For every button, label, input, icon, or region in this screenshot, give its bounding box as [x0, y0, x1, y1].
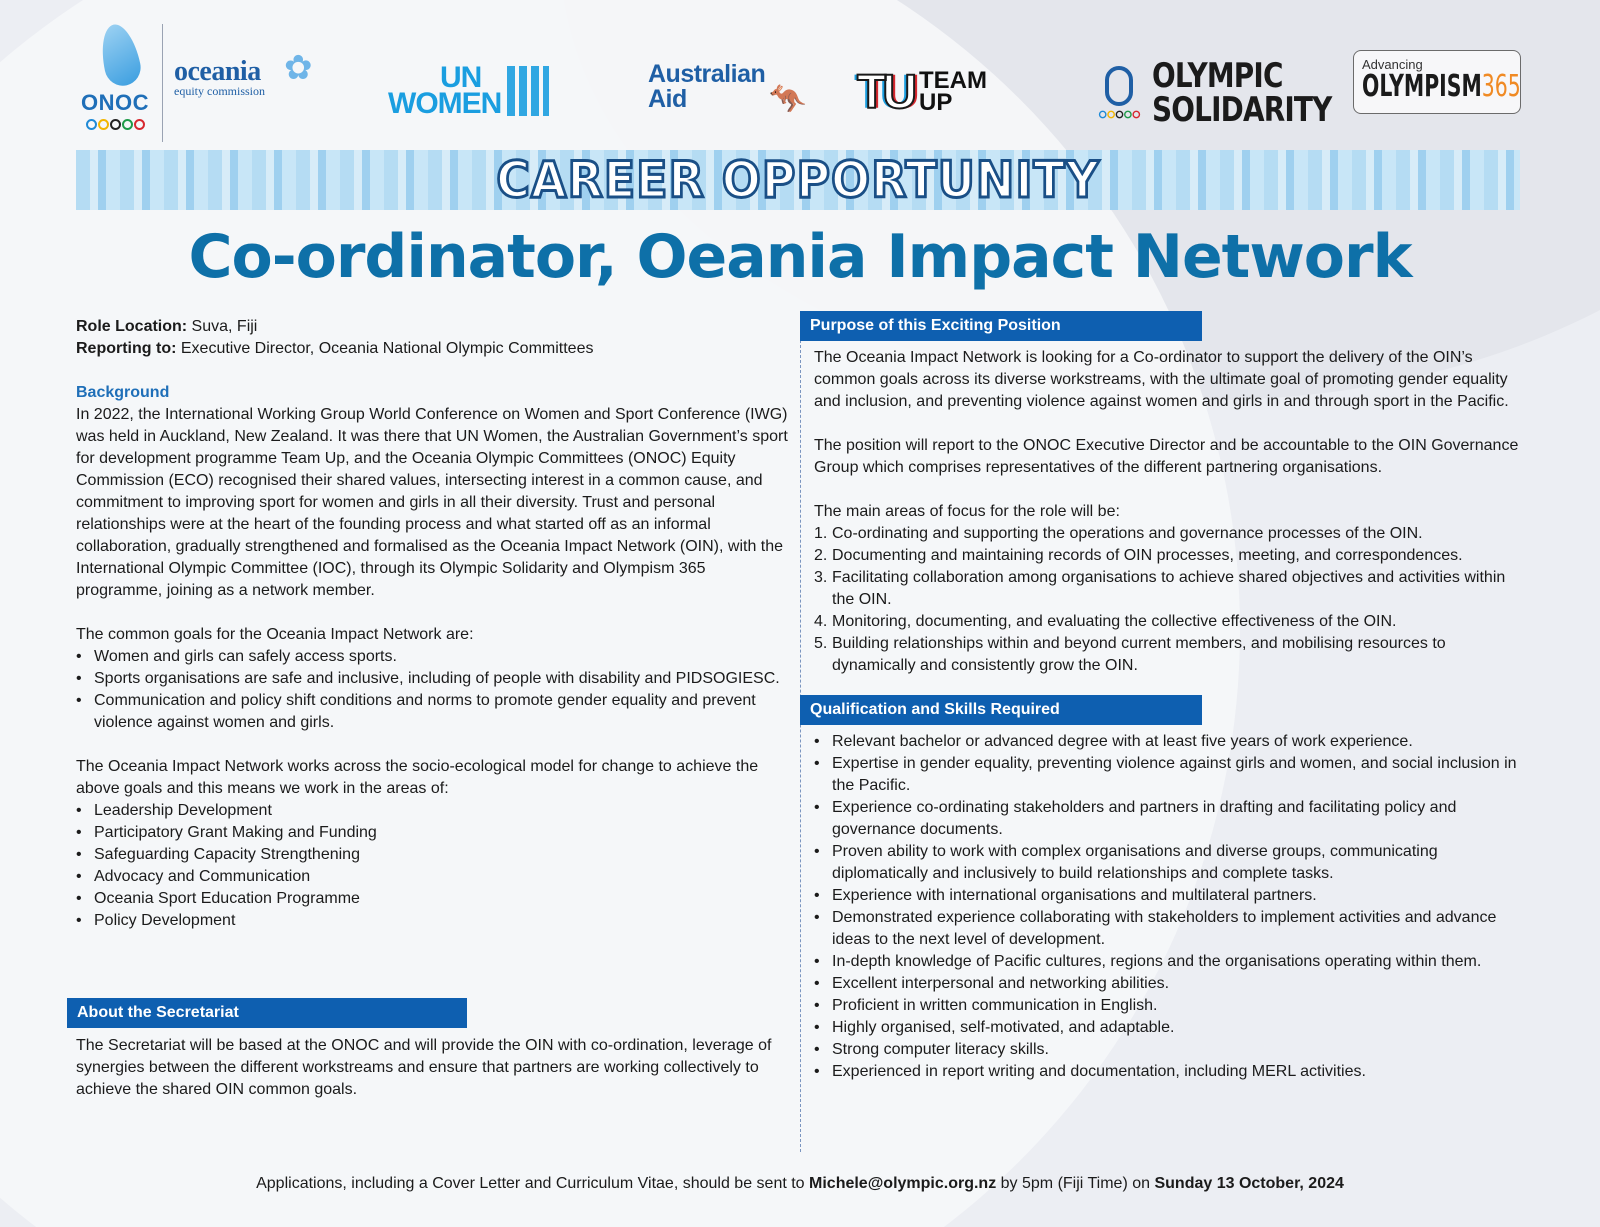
- list-item: • Strong computer literacy skills.: [814, 1039, 1530, 1061]
- background-heading: Background: [76, 384, 170, 401]
- list-item: • Demonstrated experience collaborating with stakeholders to implement activities and advance ideas to the next level of development.: [814, 907, 1530, 951]
- olympic-solidarity-text: [1152, 56, 1332, 130]
- list-item: [814, 545, 1530, 567]
- list-item: • Policy Development: [76, 910, 792, 932]
- list-item: • Women and girls can safely access sports.: [76, 646, 792, 668]
- eco-logo-name: oceania: [174, 56, 261, 87]
- job-title: Co-ordinator, Oeania Impact Network: [188, 222, 1412, 292]
- list-number: 5.: [814, 635, 828, 652]
- list-number: 2.: [814, 547, 828, 564]
- secretariat-paragraph: The Secretariat will be based at the ONOC and will provide the OIN with co-ordination, leverage of synergies between the different workstreams and ensure that partners are working collectively to achieve the shared OIN common goals.: [76, 1037, 772, 1098]
- un-women-line1: UN: [440, 61, 482, 94]
- list-item: [814, 611, 1530, 633]
- logo-divider: [162, 24, 163, 142]
- goals-list: [76, 646, 792, 734]
- right-column: [800, 311, 1530, 1083]
- flame-icon: [96, 21, 144, 89]
- list-item: • Proven ability to work with complex organisations and diverse groups, communicating diplomatically and inclusively to build relationships and complete tasks.: [814, 841, 1530, 885]
- list-item: • Proficient in written communication in English.: [814, 995, 1530, 1017]
- footer-text: by 5pm (Fiji Time) on: [996, 1175, 1155, 1192]
- list-item: • In-depth knowledge of Pacific cultures, regions and the organisations operating within them.: [814, 951, 1530, 973]
- list-item: • Leadership Development: [76, 800, 792, 822]
- un-women-text: [388, 61, 502, 120]
- olympic-solidarity-line1: OLYMPIC: [1152, 56, 1283, 96]
- o365-wordmark: [1362, 69, 1521, 104]
- list-item: [814, 633, 1530, 677]
- purpose-paragraph-1: The Oceania Impact Network is looking for a Co-ordinator to support the delivery of the OIN’s common goals across its diverse workstreams, with the ultimate goal of promoting gender equality and inclusion, and preventing violence against women and girls in and through sport in the Pacific.: [814, 349, 1509, 410]
- onoc-logo: [70, 24, 160, 144]
- list-item: • Excellent interpersonal and networking abilities.: [814, 973, 1530, 995]
- areas-list: [76, 800, 792, 932]
- list-item-text: Documenting and maintaining records of OIN processes, meeting, and correspondences.: [832, 547, 1463, 564]
- list-number: 1.: [814, 525, 828, 542]
- team-up-line1: TEAM: [918, 67, 987, 94]
- un-women-logo: [388, 56, 549, 126]
- aus-aid-line1: Australian: [648, 60, 766, 88]
- list-item: [814, 567, 1530, 611]
- kangaroo-icon: 🦘: [769, 82, 807, 116]
- list-item: [814, 523, 1530, 545]
- list-number: 4.: [814, 613, 828, 630]
- list-item: • Highly organised, self-motivated, and adaptable.: [814, 1017, 1530, 1039]
- un-women-emblem-icon: [507, 66, 549, 116]
- goals-intro: The common goals for the Oceania Impact Network are:: [76, 626, 474, 643]
- list-item-text: Building relationships within and beyond current members, and mobilising resources to dynamically and consistently grow the OIN.: [832, 635, 1446, 674]
- career-banner: [76, 150, 1520, 210]
- o365-number: 365: [1481, 69, 1521, 104]
- aus-aid-line2: Aid: [648, 85, 687, 113]
- list-item: • Safeguarding Capacity Strengthening: [76, 844, 792, 866]
- list-item: • Sports organisations are safe and inclusive, including of people with disability and PIDSOGIESC.: [76, 668, 792, 690]
- purpose-heading: Purpose of this Exciting Position: [800, 311, 1202, 341]
- flower-icon: ✿: [284, 49, 313, 87]
- application-footer: [0, 1175, 1600, 1193]
- o365-advancing: Advancing: [1362, 57, 1423, 72]
- o365-word: OLYMPISM: [1362, 69, 1482, 104]
- australian-aid-text: [648, 62, 765, 112]
- list-item: • Experience co-ordinating stakeholders and partners in drafting and facilitating policy and governance documents.: [814, 797, 1530, 841]
- list-item: • Expertise in gender equality, preventing violence against girls and women, and social inclusion in the Pacific.: [814, 753, 1530, 797]
- list-number: 3.: [814, 569, 828, 586]
- olympic-solidarity-emblem-icon: [1096, 66, 1142, 120]
- olympism-365-logo: [1353, 50, 1521, 114]
- eco-logo-subtitle: equity commission: [174, 84, 265, 98]
- onoc-logo-text: ONOC: [81, 90, 149, 115]
- team-up-line2: UP: [918, 89, 953, 116]
- list-item-text: Co-ordinating and supporting the operations and governance processes of the OIN.: [832, 525, 1423, 542]
- role-location: [76, 316, 792, 338]
- un-women-line2: WOMEN: [388, 87, 502, 120]
- role-location-value: Suva, Fiji: [187, 318, 258, 335]
- banner-title: CAREER OPPORTUNITY: [496, 151, 1100, 209]
- australian-aid-logo: [648, 52, 807, 122]
- olympic-solidarity-line2: SOLIDARITY: [1152, 90, 1332, 130]
- purpose-paragraph-2: The position will report to the ONOC Executive Director and be accountable to the OIN Governance Group which comprises representatives of the different partnering organisations.: [814, 437, 1519, 476]
- qualifications-heading: Qualification and Skills Required: [800, 695, 1202, 725]
- reporting-to-label: Reporting to:: [76, 340, 177, 357]
- list-item: • Relevant bachelor or advanced degree with at least five years of work experience.: [814, 731, 1530, 753]
- team-up-text: [918, 67, 987, 116]
- olympic-rings-icon: [86, 119, 145, 130]
- qualifications-list: [814, 731, 1530, 1083]
- list-item: • Advocacy and Communication: [76, 866, 792, 888]
- areas-intro: The Oceania Impact Network works across the socio-ecological model for change to achieve the above goals and this means we work in the areas of:: [76, 758, 759, 797]
- role-location-label: Role Location:: [76, 318, 188, 335]
- list-item-text: Monitoring, documenting, and evaluating the collective effectiveness of the OIN.: [832, 613, 1397, 630]
- partner-logos: [70, 18, 1530, 148]
- list-item: • Experienced in report writing and documentation, including MERL activities.: [814, 1061, 1530, 1083]
- list-item: • Oceania Sport Education Programme: [76, 888, 792, 910]
- focus-intro: The main areas of focus for the role will be:: [814, 503, 1120, 520]
- background-paragraph: In 2022, the International Working Group World Conference on Women and Sport Conference (IWG) was held in Auckland, New Zealand. It was there that UN Women, the Australian Government’s sport for development programme Team Up, and the Oceania Olympic Committees (ONOC) Equity Commission (ECO) recognised their shared values, intersecting interest in a common cause, and commitment to improving sport for women and girls in all their diversity. Trust and personal relationships were at the heart of the founding process and what started off as an informal collaboration, gradually strengthened and formalised as the Oceania Impact Network (OIN), with the International Olympic Committee (IOC), through its Olympic Solidarity and Olympism 365 programme, joining as a network member.: [76, 406, 788, 599]
- deadline-date: Sunday 13 October, 2024: [1154, 1175, 1344, 1192]
- reporting-to: [76, 338, 792, 360]
- olympic-solidarity-logo: [1096, 48, 1371, 138]
- list-item: • Communication and policy shift conditions and norms to promote gender equality and prevent violence against women and girls.: [76, 690, 792, 734]
- focus-list: [814, 523, 1530, 677]
- team-up-mark-icon: TU: [857, 65, 913, 119]
- equity-commission-logo: [174, 49, 374, 126]
- reporting-to-value: Executive Director, Oceania National Olympic Committees: [176, 340, 594, 357]
- list-item: • Experience with international organisations and multilateral partners.: [814, 885, 1530, 907]
- secretariat-heading: About the Secretariat: [67, 998, 467, 1028]
- list-item-text: Facilitating collaboration among organisations to achieve shared objectives and activities within the OIN.: [832, 569, 1506, 608]
- left-column: [76, 316, 792, 932]
- list-item: • Participatory Grant Making and Funding: [76, 822, 792, 844]
- contact-email-link[interactable]: Michele@olympic.org.nz: [809, 1175, 997, 1192]
- team-up-logo: [857, 62, 987, 122]
- footer-text: Applications, including a Cover Letter and Curriculum Vitae, should be sent to: [256, 1175, 810, 1192]
